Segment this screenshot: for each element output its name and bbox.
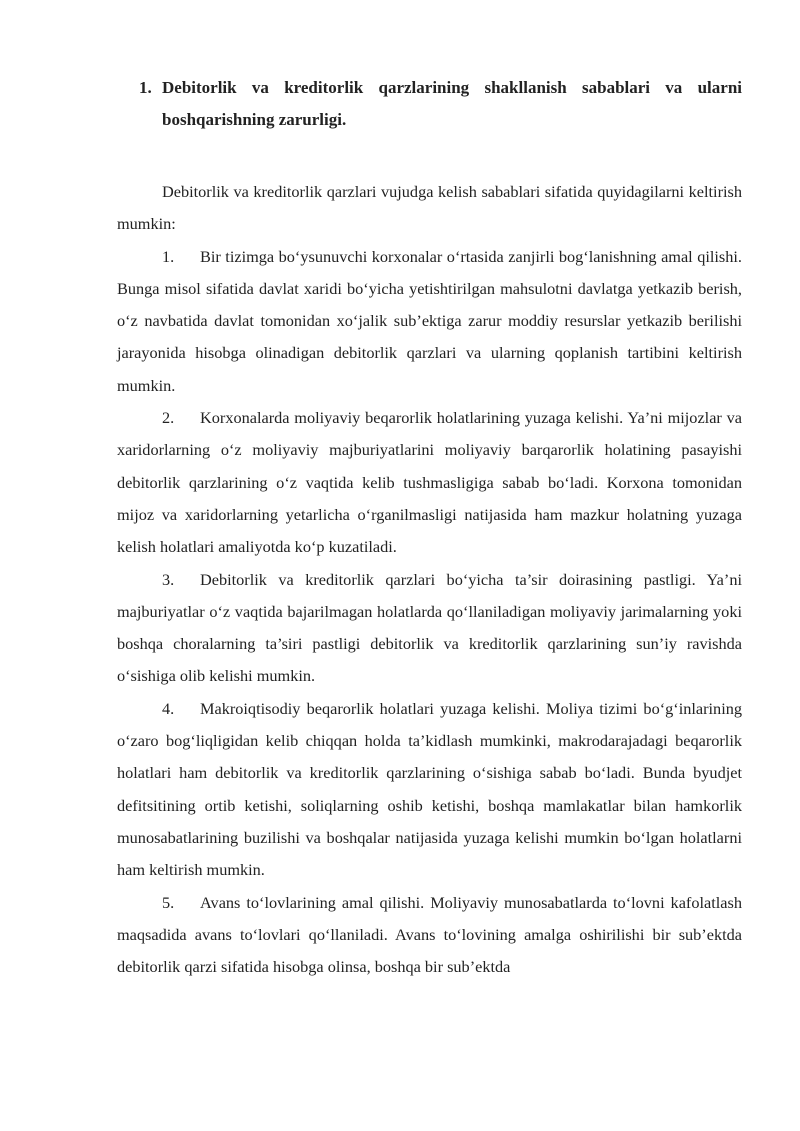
- list-item-number: 2.: [162, 408, 175, 428]
- list-item: [117, 887, 742, 984]
- section-heading: [117, 72, 742, 136]
- list-item-text: Avans to‘lovlarining amal qilishi. Moliyaviy munosabatlarda to‘lovni kafolatlash maqsadida avans to‘lovlari qo‘llaniladi. Avans to‘lovining amalga oshirilishi bir sub’ektda debitorlik qarzi sifatida hisobga olinsa, boshqa bir sub’ektda: [117, 892, 742, 977]
- list-item: [117, 241, 742, 402]
- section-heading-number: 1.: [139, 78, 152, 97]
- list-item: [117, 693, 742, 887]
- list-item-number: 5.: [162, 892, 175, 912]
- intro-paragraph: Debitorlik va kreditorlik qarzlari vujudga kelish sabablari sifatida quyidagilarni keltirish mumkin:: [117, 182, 742, 234]
- document-page: [117, 72, 742, 983]
- list-item-text: Debitorlik va kreditorlik qarzlari bo‘yicha ta’sir doirasining pastligi. Ya’ni majburiyatlar o‘z vaqtida bajarilmagan holatlarda qo‘llaniladigan moliyaviy jarimalarning yoki boshqa choralarning ta’siri pastligi debitorlik va kreditorlik qarzlarining sun’iy ravishda o‘sishiga olib kelishi mumkin.: [117, 569, 742, 686]
- list-item: [117, 402, 742, 563]
- list-item-text: Korxonalarda moliyaviy beqarorlik holatlarining yuzaga kelishi. Ya’ni mijozlar va xaridorlarning o‘z moliyaviy majburiyatlarini moliyaviy barqarorlik holatining pasayishi debitorlik qarzlarining o‘z vaqtida kelib tushmasligiga sabab bo‘ladi. Korxona tomonidan mijoz va xaridorlarning yetarlicha o‘rganilmasligi natijasida ham mazkur holatning yuzaga kelish holatlari amaliyotda ko‘p kuzatiladi.: [117, 408, 742, 557]
- list-item-text: Bir tizimga bo‘ysunuvchi korxonalar o‘rtasida zanjirli bog‘lanishning amal qilishi. Bunga misol sifatida davlat xaridi bo‘yicha yetishtirilgan mahsulotni davlatga yetkazib berish, o‘z navbatida davlat tomonidan xo‘jalik sub’ektiga zarur moddiy resurslar yetkazib berilishi jarayonida hisobga olinadigan debitorlik qarzlari va ularning qoplanish tartibini keltirish mumkin.: [117, 246, 742, 395]
- list-item-number: 1.: [162, 246, 175, 266]
- document-body: [117, 176, 742, 983]
- list-item-number: 4.: [162, 698, 175, 718]
- list-item-text: Makroiqtisodiy beqarorlik holatlari yuzaga kelishi. Moliya tizimi bo‘g‘inlarining o‘zaro bog‘liqligidan kelib chiqqan holda ta’kidlash mumkinki, makrodarajadagi beqarorlik holatlari ham debitorlik va kreditorlik qarzlarining o‘sishiga sabab bo‘ladi. Bunda byudjet defitsitining ortib ketishi, soliqlarning oshib ketishi, boshqa mamlakatlar bilan hamkorlik munosabatlarining buzilishi va boshqalar natijasida yuzaga kelishi mumkin bo‘lgan holatlarni ham keltirish mumkin.: [117, 698, 742, 880]
- list-item-number: 3.: [162, 569, 175, 589]
- section-heading-text: Debitorlik va kreditorlik qarzlarining shakllanish sabablari va ularni boshqarishning zarurligi.: [162, 78, 742, 129]
- list-item: [117, 564, 742, 693]
